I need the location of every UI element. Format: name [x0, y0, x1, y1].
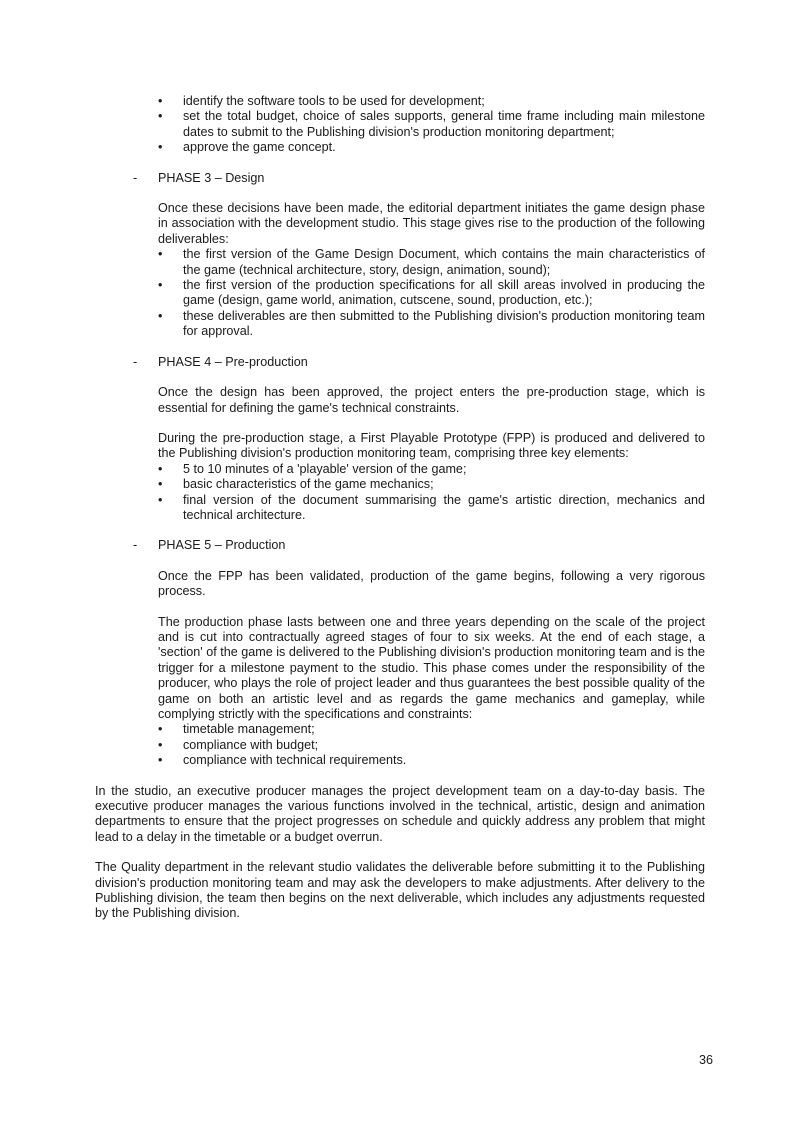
- list-item: • final version of the document summarising the game's artistic direction, mechanics and technical architecture.: [158, 492, 705, 522]
- list-item: • set the total budget, choice of sales supports, general time frame including main milestone dates to submit to the Publishing division's production monitoring department;: [158, 109, 705, 139]
- phase3-heading: [95, 171, 705, 186]
- phase4-heading: [95, 355, 705, 370]
- phase3-dash: -: [133, 170, 138, 185]
- list-item: • timetable management;: [158, 722, 315, 737]
- list-item: • the first version of the production specifications for all skill areas involved in producing the game (design, game world, animation, cutscene, sound, production, etc.);: [158, 278, 705, 308]
- list-item: • approve the game concept.: [158, 140, 336, 155]
- phase5-heading: [95, 538, 705, 553]
- bullet-marker: •: [158, 492, 163, 507]
- bullet-marker: •: [158, 461, 163, 476]
- page-number: 36: [698, 1053, 713, 1067]
- quality-paragraph: The Quality department in the relevant studio validates the deliverable before submitting it to the Publishing division's production monitoring team and may ask the developers to make adjustments. After delivery to the Publishing division, the team then begins on the next deliverable, which includes any adjustments requested by the Publishing division.: [95, 860, 705, 921]
- list-item: • identify the software tools to be used for development;: [158, 94, 485, 108]
- phase5-heading-text: PHASE 5 – Production: [158, 538, 286, 553]
- phase5-dash: -: [133, 538, 138, 553]
- list-item: • 5 to 10 minutes of a 'playable' version of the game;: [158, 461, 467, 476]
- list-item: • compliance with budget;: [158, 737, 319, 752]
- phase5-paragraph-1: Once the FPP has been validated, production of the game begins, following a very rigorous process.: [158, 568, 705, 599]
- phase3-intro: Once these decisions have been made, the editorial department initiates the game design phase in association with the development studio. This stage gives rise to the production of the following deliverables:: [158, 201, 705, 246]
- list-item: • the first version of the Game Design Document, which contains the main characteristics of the game (technical architecture, story, design, animation, sound);: [158, 247, 705, 277]
- phase4-dash: -: [133, 354, 138, 369]
- phase4-paragraph-2: During the pre-production stage, a First Playable Prototype (FPP) is produced and delivered to the Publishing division's production monitoring team, comprising three key elements:: [158, 430, 705, 461]
- bullet-marker: •: [158, 247, 163, 262]
- bullet-marker: •: [158, 94, 163, 108]
- phase4-bullet-list: [95, 462, 705, 524]
- phase3-heading-text: PHASE 3 – Design: [158, 170, 265, 185]
- bullet-marker: •: [158, 722, 163, 737]
- bullet-marker: •: [158, 278, 163, 293]
- list-item: • these deliverables are then submitted to the Publishing division's production monitoring team for approval.: [158, 308, 705, 339]
- bullet-marker: •: [158, 753, 163, 768]
- document-body: [95, 94, 705, 922]
- phase3-bullet-list: [95, 247, 705, 339]
- bullet-marker: •: [158, 477, 163, 492]
- bullet-marker: •: [158, 308, 163, 323]
- phase5-paragraph-2: The production phase lasts between one and three years depending on the scale of the project and is cut into contractually agreed stages of four to six weeks. At the end of each stage, a 'section' of the game is delivered to the Publishing division's production monitoring team and is the trigger for a milestone payment to the studio. This phase comes under the responsibility of the producer, who plays the role of project leader and thus guarantees the best possible quality of the game on both an artistic level and as regards the game mechanics and gameplay, while complying strictly with the specifications and constraints:: [158, 614, 705, 721]
- studio-paragraph: In the studio, an executive producer manages the project development team on a day-to-day basis. The executive producer manages the various functions involved in the technical, artistic, design and animation departments to ensure that the project progresses on schedule and quickly address any problem that might lead to a delay in the timetable or a budget overrun.: [95, 783, 705, 844]
- top-bullet-list: [95, 94, 705, 156]
- bullet-marker: •: [158, 109, 163, 124]
- list-item: • basic characteristics of the game mechanics;: [158, 477, 434, 492]
- phase4-paragraph-1: Once the design has been approved, the project enters the pre-production stage, which is essential for defining the game's technical constraints.: [158, 385, 705, 415]
- list-item: • compliance with technical requirements.: [158, 753, 407, 768]
- bullet-marker: •: [158, 140, 163, 155]
- phase4-heading-text: PHASE 4 – Pre-production: [158, 354, 308, 369]
- phase5-bullet-list: [95, 722, 705, 768]
- bullet-marker: •: [158, 737, 163, 752]
